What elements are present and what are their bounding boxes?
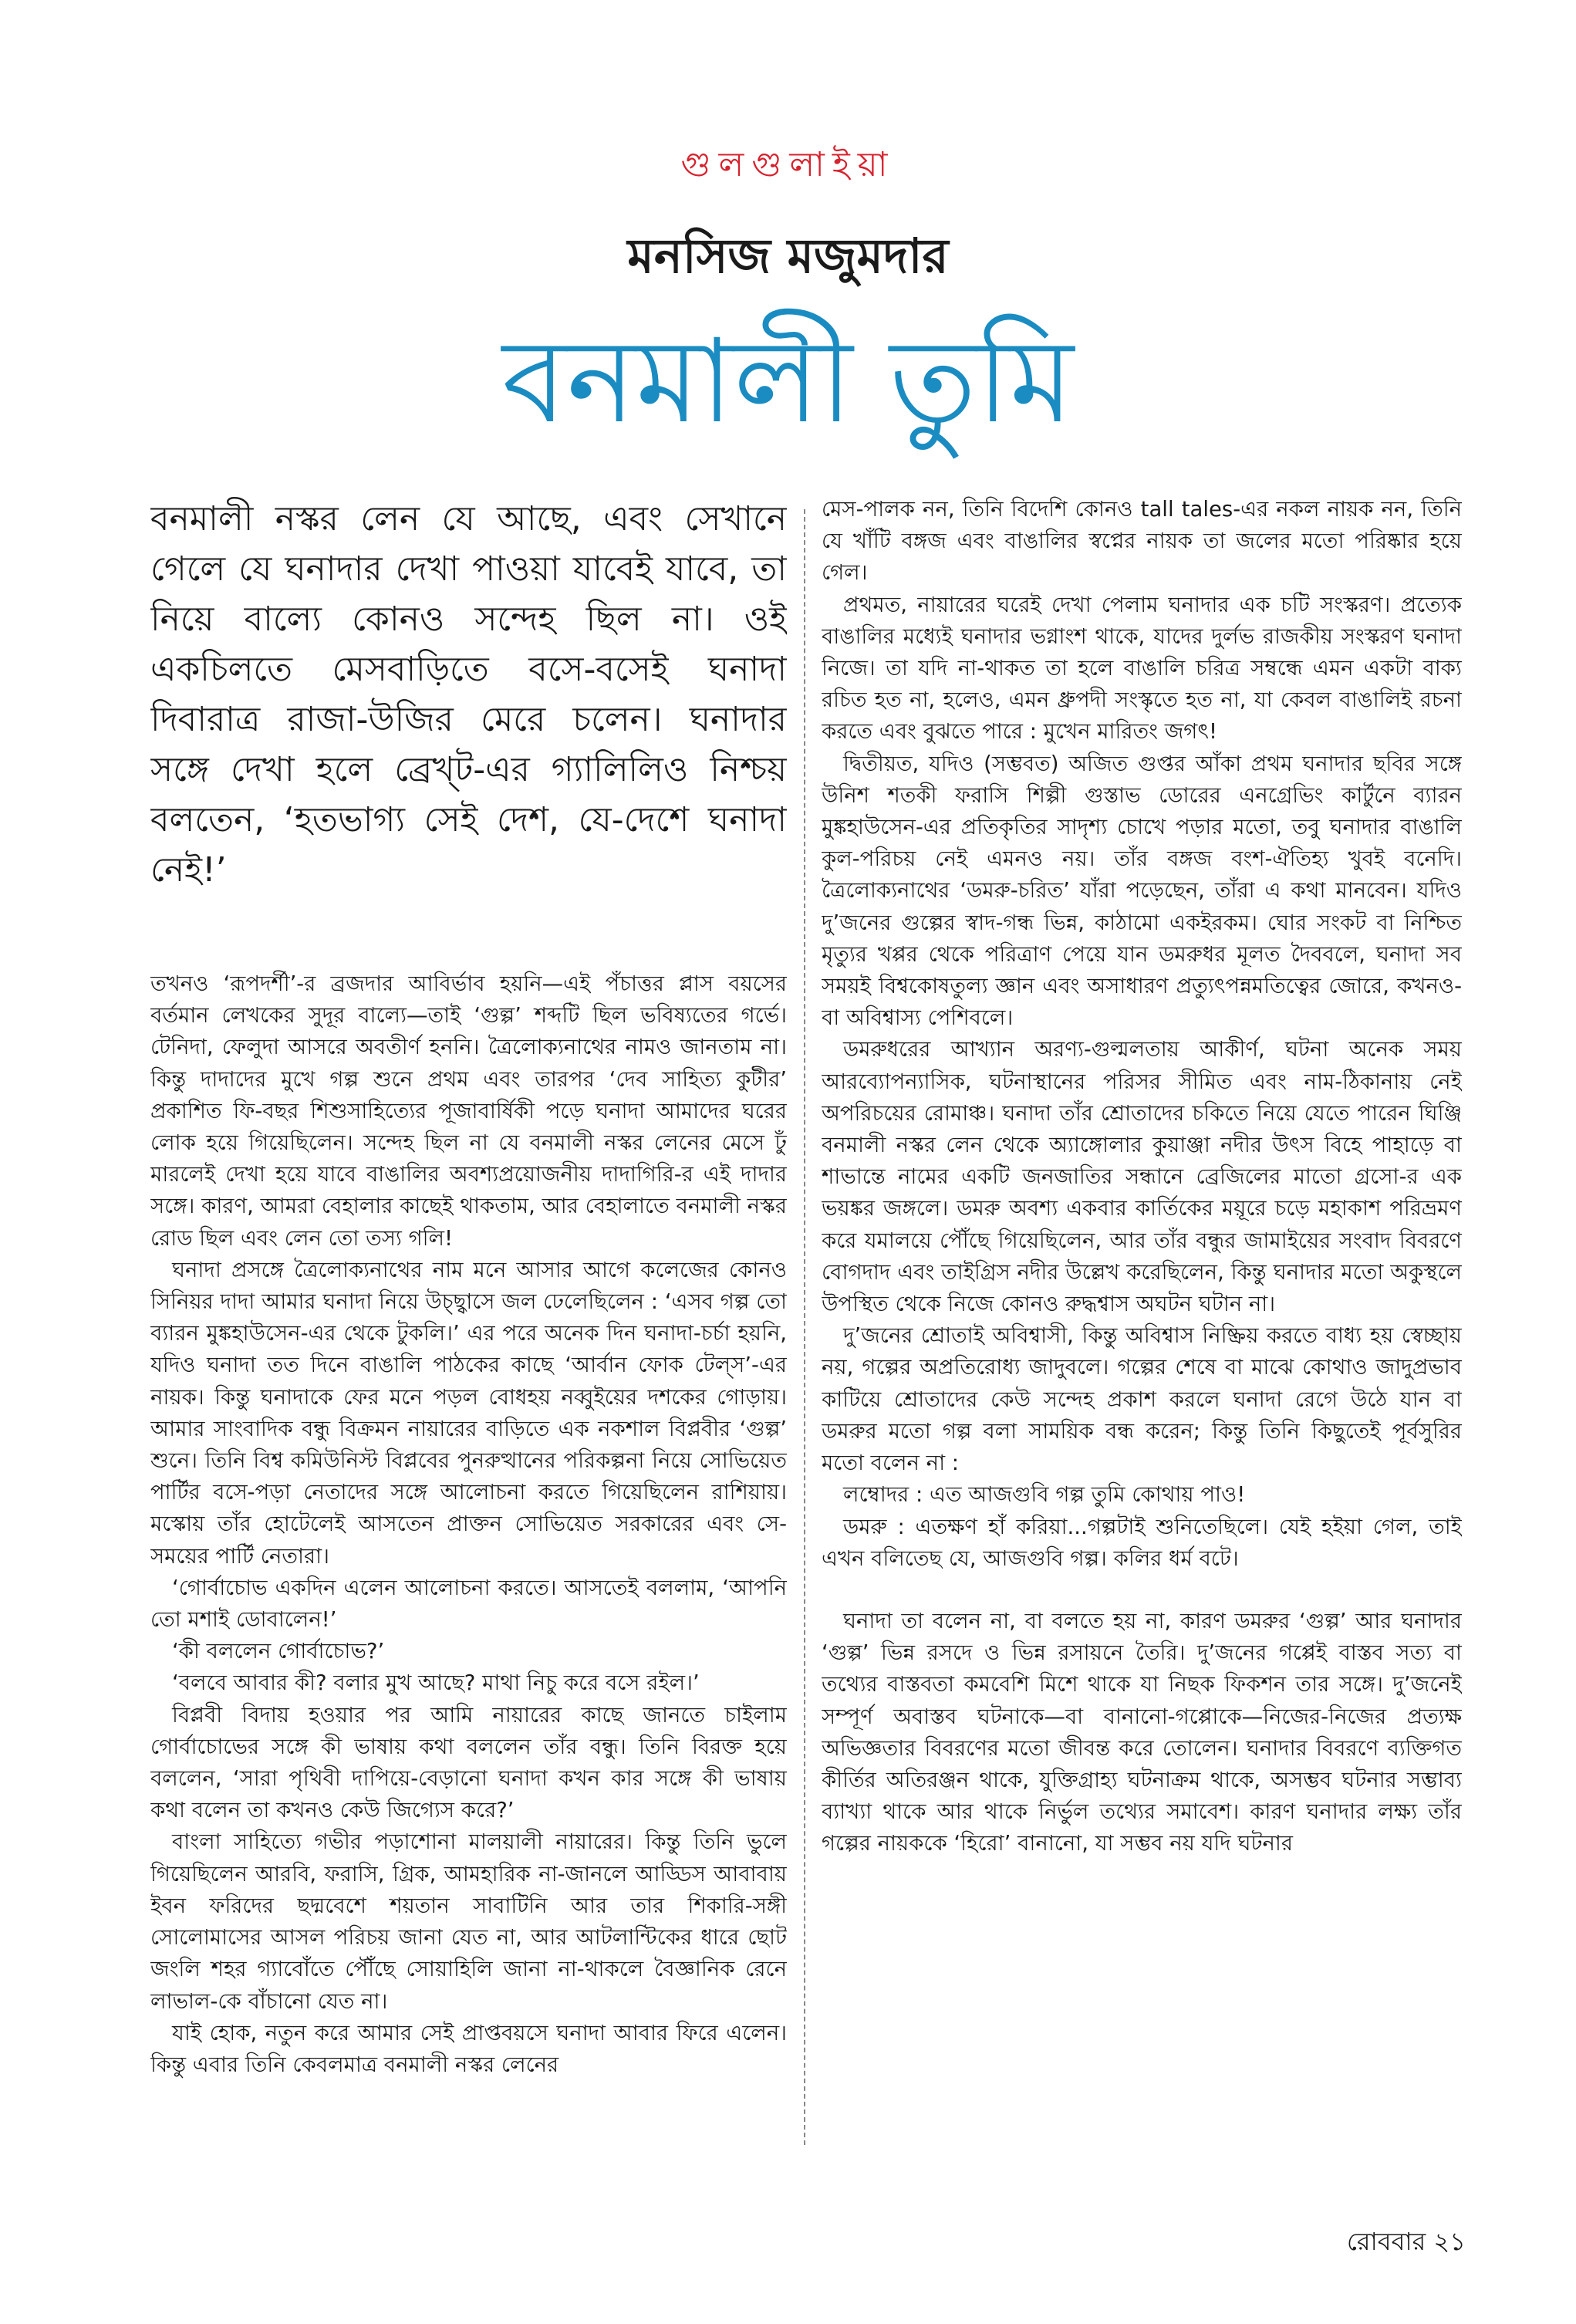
body-paragraph: বাংলা সাহিত্যে গভীর পড়াশোনা মালয়ালী নায়ারের। কিন্তু তিনি ভুলে গিয়েছিলেন আরবি, ফরাসি, গ্রিক, আমহারিক না-জানলে আড্ডিস আবাবায় ইবন ফরিদের ছদ্মবেশে শয়তান সাবাটিনি আর তার শিকারি-সঙ্গী সোলোমাসের আসল পরিচয় জানা যেত না, আর আটলান্টিকের ধারে ছোট জংলি শহর গ্যাবোঁতে পৌঁছে সোয়াহিলি জানা না-থাকলে বৈজ্ঞানিক রেনে লাভাল-কে বাঁচানো যেত না। xyxy=(150,1829,787,2014)
body-paragraph: ঘনাদা প্রসঙ্গে ত্রৈলোক্যনাথের নাম মনে আসার আগে কলেজের কোনও সিনিয়র দাদা আমার ঘনাদা নিয়ে উচ্ছ্বাসে জল ঢেলেছিলেন : ‘এসব গল্প তো ব্যারন মুঙ্কহাউসেন-এর থেকে টুকলি।’ এর পরে অনেক দিন ঘনাদা-চর্চা হয়নি, যদিও ঘনাদা তত দিনে বাঙালি পাঠকের কাছে ‘আর্বান ফোক টেল্‌স’-এর নায়ক। কিন্তু ঘনাদাকে ফের মনে পড়ল বোধহয় নব্বুইয়ের দশকের গোড়ায়। আমার সাংবাদিক বন্ধু বিক্রমন নায়ারের বাড়িতে এক নকশাল বিপ্লবীর ‘গুল্প’ শুনে। তিনি বিশ্ব কমিউনিস্ট বিপ্লবের পুনরুত্থানের পরিকল্পনা নিয়ে সোভিয়েত পার্টির বসে-পড়া নেতাদের সঙ্গে আলোচনা করতে গিয়েছিলেন রাশিয়ায়। মস্কোয় তাঁর হোটেলেই আসতেন প্রাক্তন সোভিয়েত সরকারের এবং সে-সময়ের পার্টি নেতারা। xyxy=(150,1257,787,1569)
author-name: মনসিজ মজুমদার xyxy=(627,228,949,284)
section-gap xyxy=(822,1575,1462,1606)
section-label: গুলগুলাইয়া xyxy=(680,145,896,184)
body-paragraph: যাই হোক, নতুন করে আমার সেই প্রাপ্তবয়সে ঘনাদা আবার ফিরে এলেন। কিন্তু এবার তিনি কেবলমাত্র বনমালী নস্কর লেনের xyxy=(150,2020,787,2077)
column-divider xyxy=(804,509,805,2145)
body-paragraph: ঘনাদা তা বলেন না, বা বলতে হয় না, কারণ ডমরুর ‘গুল্প’ আর ঘনাদার ‘গুল্প’ ভিন্ন রসদে ও ভিন্ন রসায়নে তৈরি। দু’জনের গপ্পেই বাস্তব সত্য বা তথ্যের বাস্তবতা কমবেশি মিশে থাকে যা নিছক ফিকশন তার সঙ্গে। দু’জনেই সম্পূর্ণ অবাস্তব ঘটনাকে—বা বানানো-গপ্পোকে—নিজের-নিজের প্রত্যক্ষ অভিজ্ঞতার বিবরণের মতো জীবন্ত করে তোলেন। ঘনাদার বিবরণে ব্যক্তিগত কীর্তির অতিরঞ্জন থাকে, যুক্তিগ্রাহ্য ঘটনাক্রম থাকে, অসম্ভব ঘটনার সম্ভাব্য ব্যাখ্যা থাকে আর থাকে নির্ভুল তথ্যের সমাবেশ। কারণ ঘনাদার লক্ষ্য তাঁর গল্পের নায়ককে ‘হিরো’ বানানো, যা সম্ভব নয় যদি ঘটনার xyxy=(822,1608,1462,1856)
body-paragraph: দ্বিতীয়ত, যদিও (সম্ভবত) অজিত গুপ্তর আঁকা প্রথম ঘনাদার ছবির সঙ্গে উনিশ শতকী ফরাসি শিল্পী গুস্তাভ ডোরের এনগ্রেভিং কার্টুনে ব্যারন মুঙ্কহাউসেন-এর প্রতিকৃতির সাদৃশ্য চোখে পড়ার মতো, তবু ঘনাদার বাঙালি কুল-পরিচয় নেই এমনও নয়। তাঁর বঙ্গজ বংশ-ঐতিহ্য খুবই বনেদি। ত্রৈলোক্যনাথের ‘ডমরু-চরিত’ যাঁরা পড়েছেন, তাঁরা এ কথা মানবেন। যদিও দু’জনের গুল্পের স্বাদ-গন্ধ ভিন্ন, কাঠামো একইরকম। ঘোর সংকট বা নিশ্চিত মৃত্যুর খপ্পর থেকে পরিত্রাণ পেয়ে যান ডমরুধর মূলত দৈববলে, ঘনাদা সব সময়ই বিশ্বকোষতুল্য জ্ঞান এবং অসাধারণ প্রত্যুৎপন্নমতিত্বের জোরে, কখনও-বা অবিশ্বাস্য পেশিবলে। xyxy=(822,751,1462,1031)
intro-blurb: বনমালী নস্কর লেন যে আছে, এবং সেখানে গেলে যে ঘনাদার দেখা পাওয়া যাবেই যাবে, তা নিয়ে বাল্যে কোনও সন্দেহ ছিল না। ওই একচিলতে মেসবাড়িতে বসে-বসেই ঘনাদা দিবারাত্র রাজা-উজির মেরে চলেন। ঘনাদার সঙ্গে দেখা হলে ব্রেখ্‌ট-এর গ্যালিলিও নিশ্চয় বলতেন, ‘হতভাগ্য সেই দেশ, যে-দেশে ঘনাদা নেই!’ xyxy=(150,499,787,890)
dialogue-line: লম্বোদর : এত আজগুবি গল্প তুমি কোথায় পাও! xyxy=(843,1482,1246,1508)
body-paragraph: ডমরুধরের আখ্যান অরণ্য-গুল্মলতায় আকীর্ণ, ঘটনা অনেক সময় আরব্যোপন্যাসিক, ঘটনাস্থানের পরিসর সীমিত এবং নাম-ঠিকানায় নেই অপরিচয়ের রোমাঞ্চ। ঘনাদা তাঁর শ্রোতাদের চকিতে নিয়ে যেতে পারেন ঘিঞ্জি বনমালী নস্কর লেন থেকে অ্যাঙ্গোলার কুয়াঞ্জা নদীর উৎস বিহে পাহাড়ে বা শাভান্তে নামের একটি জনজাতির সন্ধানে ব্রেজিলের মাতো গ্রসো-র এক ভয়ঙ্কর জঙ্গলে। ডমরু অবশ্য একবার কার্তিকের ময়ূরে চড়ে মহাকাশ পরিভ্রমণ করে যমালয়ে পৌঁছে গিয়েছিলেন, আর তাঁর বন্ধুর জামাইয়ের সংবাদ বিবরণে বোগদাদ এবং তাইগ্রিস নদীর উল্লেখ করেছিলেন, কিন্তু ঘনাদার মতো অকুস্থলে উপস্থিত থেকে নিজে কোনও রুদ্ধশ্বাস অঘটন ঘটান না। xyxy=(822,1037,1462,1317)
body-paragraph: তখনও ‘রূপদর্শী’-র ব্রজদার আবির্ভাব হয়নি—এই পঁচাত্তর প্লাস বয়সের বর্তমান লেখকের সুদূর বাল্যে—তাই ‘গুল্প’ শব্দটি ছিল ভবিষ্যতের গর্ভে। টেনিদা, ফেলুদা আসরে অবতীর্ণ হননি। ত্রৈলোক্যনাথের নামও জানতাম না। কিন্তু দাদাদের মুখে গল্প শুনে প্রথম এবং তারপর ‘দেব সাহিত্য কুটীর’ প্রকাশিত ফি-বছর শিশুসাহিত্যের পূজাবার্ষিকী পড়ে ঘনাদা আমাদের ঘরের লোক হয়ে গিয়েছিলেন। সন্দেহ ছিল না যে বনমালী নস্কর লেনের মেসে ঢুঁ মারলেই দেখা হয়ে যাবে বাঙালির অবশ্যপ্রয়োজনীয় দাদাগিরি-র এই দাদার সঙ্গে। কারণ, আমরা বেহালার কাছেই থাকতাম, আর বেহালাতে বনমালী নস্কর রোড ছিল এবং লেন তো তস্য গলি! xyxy=(150,971,787,1251)
body-paragraph: ‘বলবে আবার কী? বলার মুখ আছে? মাথা নিচু করে বসে রইল।’ xyxy=(172,1670,700,1696)
body-paragraph: বিপ্লবী বিদায় হওয়ার পর আমি নায়ারের কাছে জানতে চাইলাম গোর্বাচোভের সঙ্গে কী ভাষায় কথা বললেন তাঁর বন্ধু। তিনি বিরক্ত হয়ে বললেন, ‘সারা পৃথিবী দাপিয়ে-বেড়ানো ঘনাদা কখন কার সঙ্গে কী ভাষায় কথা বলেন তা কখনও কেউ জিগ্যেস করে?’ xyxy=(150,1702,787,1823)
article-title: বনমালী তুমি xyxy=(502,315,1074,449)
body-paragraph: ‘গোর্বাচোভ একদিন এলেন আলোচনা করতে। আসতেই বললাম, ‘আপনি তো মশাই ডোবালেন!’ xyxy=(150,1575,787,1633)
body-paragraph: মেস-পালক নন, তিনি বিদেশি কোনও tall tales-এর নকল নায়ক নন, তিনি যে খাঁটি বঙ্গজ এবং বাঙালির স্বপ্নের নায়ক তা জলের মতো পরিষ্কার হয়ে গেল। xyxy=(822,497,1462,586)
body-paragraph: দু’জনের শ্রোতাই অবিশ্বাসী, কিন্তু অবিশ্বাস নিষ্ক্রিয় করতে বাধ্য হয় স্বেচ্ছায় নয়, গল্পের অপ্রতিরোধ্য জাদুবলে। গল্পের শেষে বা মাঝে কোথাও জাদুপ্রভাব কাটিয়ে শ্রোতাদের কেউ সন্দেহ প্রকাশ করলে ঘনাদা রেগে উঠে যান বা ডমরুর মতো গল্প বলা সাময়িক বন্ধ করেন; কিন্তু তিনি কিছুতেই পূর্বসুরির মতো বলেন না : xyxy=(822,1323,1462,1476)
body-paragraph: প্রথমত, নায়ারের ঘরেই দেখা পেলাম ঘনাদার এক চটি সংস্করণ। প্রত্যেক বাঙালির মধ্যেই ঘনাদার ভগ্নাংশ থাকে, যাদের দুর্লভ রাজকীয় সংস্করণ ঘনাদা নিজে। তা যদি না-থাকত তা হলে বাঙালি চরিত্র সম্বন্ধে এমন একটা বাক্য রচিত হত না, হলেও, এমন ধ্রুপদী সংস্কৃতে হত না, যা কেবল বাঙালিই রচনা করতে এবং বুঝতে পারে : মুখেন মারিতং জগৎ! xyxy=(822,592,1462,745)
page-footer: রোববার ২১ xyxy=(1346,2227,1466,2256)
right-column xyxy=(822,494,1462,2191)
dialogue-line: ডমরু : এতক্ষণ হাঁ করিয়া...গল্পটাই শুনিতেছিলে। যেই হইয়া গেল, তাই এখন বলিতেছ যে, আজগুবি গল্প। কলির ধর্ম বটে। xyxy=(822,1514,1462,1571)
body-paragraph: ‘কী বললেন গোর্বাচোভ?’ xyxy=(172,1639,385,1664)
left-column xyxy=(150,494,787,2191)
